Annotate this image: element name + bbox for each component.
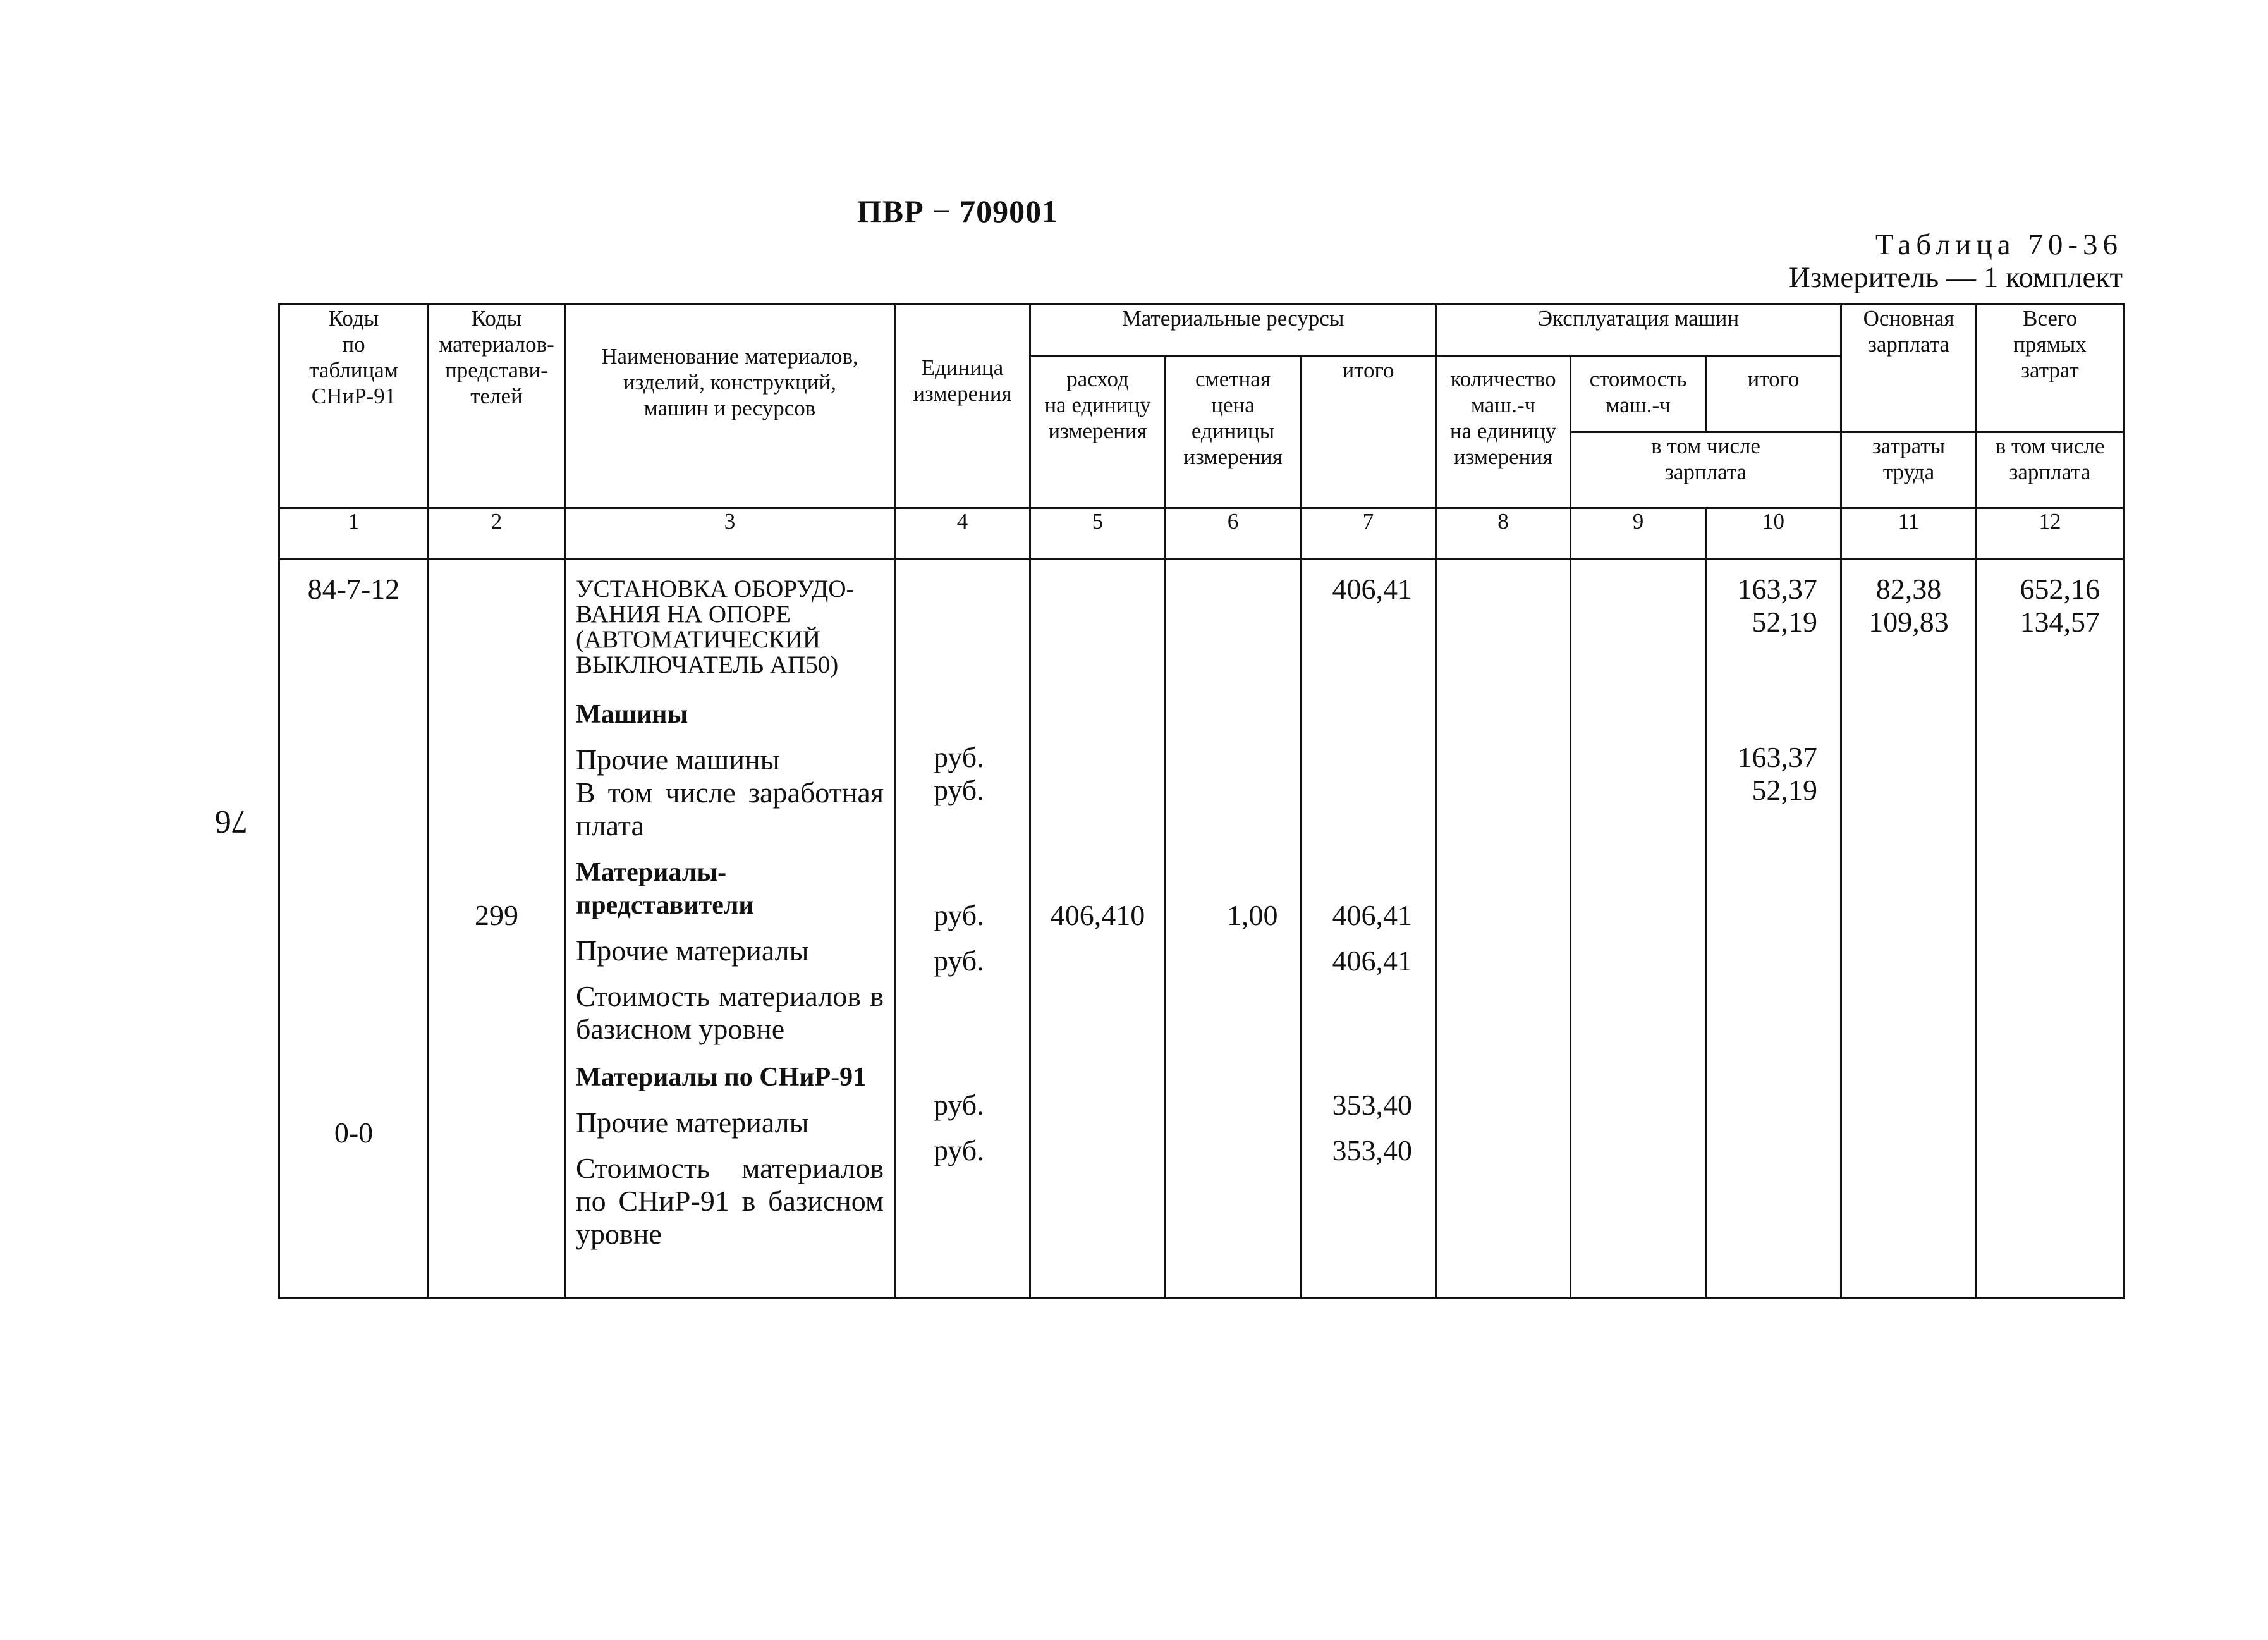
col-names <box>565 560 895 1299</box>
table-label: Таблица 70-36 <box>1875 228 2123 261</box>
header-consumption: расход на единицу измерения <box>1030 357 1166 508</box>
col-codes-rep <box>429 560 565 1299</box>
col-codes-snir <box>279 560 429 1299</box>
col-units: руб. руб. руб. руб. руб. руб. <box>895 560 1030 1299</box>
header-group-machines: Эксплуатация машин <box>1436 305 1841 357</box>
header-unit: Единица измерения <box>895 305 1030 508</box>
header-codes-rep: Коды материалов- представи- телей <box>429 305 565 508</box>
header-wage: Основная зарплата <box>1841 305 1977 432</box>
col-machine-hours <box>1436 560 1571 1299</box>
header-machine-hours: количество маш.-ч на единицу измерения <box>1436 357 1571 508</box>
section-snir: Материалы по СНиР-91 <box>576 1063 867 1092</box>
base-cost-total: 406,41 <box>1332 945 1413 977</box>
header-machines-total: итого <box>1706 357 1841 432</box>
header-row-groups <box>279 305 2124 357</box>
col-wage <box>1841 560 1977 1299</box>
main-machines-total: 163,37 <box>1737 573 1818 605</box>
snir-other-materials-label: Прочие материалы <box>576 1106 809 1139</box>
main-direct: 652,16 <box>2020 573 2100 605</box>
header-labor-costs: затраты труда <box>1841 432 1977 508</box>
cost-table <box>278 303 2125 1299</box>
rep-code: 299 <box>475 899 518 931</box>
header-codes-snir: Коды по таблицам СНиР-91 <box>279 305 429 508</box>
base-cost-label: Стоимость материалов в базисном уровне <box>576 980 884 1045</box>
other-materials-label: Прочие материалы <box>576 934 809 967</box>
rep-total: 406,41 <box>1332 899 1413 931</box>
table-body-row <box>279 560 2124 1299</box>
other-machines-label: Прочие машины <box>576 744 780 776</box>
main-labor: 109,83 <box>1869 606 1949 638</box>
header-machine-hour-cost: стоимость маш.-ч <box>1571 357 1706 432</box>
col-consumption <box>1030 560 1166 1299</box>
header-incl-wage-machines: в том числе зарплата <box>1571 432 1841 508</box>
section-representatives: Материалы-представители <box>576 858 754 920</box>
header-group-materials: Материальные ресурсы <box>1030 305 1436 357</box>
col-machines-total <box>1706 560 1841 1299</box>
column-number-row: 1 2 3 4 5 6 7 8 9 10 11 12 <box>279 508 2124 560</box>
snir-cost-total: 353,40 <box>1332 1134 1413 1166</box>
main-direct-wage: 134,57 <box>2020 606 2100 638</box>
incl-wage-total: 52,19 <box>1752 774 1818 806</box>
col-direct-costs <box>1977 560 2124 1299</box>
page-title: ПВР − 709001 <box>857 193 1059 229</box>
section-machines: Машины <box>576 700 688 729</box>
main-total: 406,41 <box>1332 573 1413 605</box>
snir-total: 353,40 <box>1332 1089 1413 1121</box>
snir-cost-label: Стоимость материалов по СНиР-91 в базисном уровне <box>576 1152 884 1250</box>
header-incl-wage-total: в том числе зарплата <box>1977 432 2124 508</box>
col-machine-hour-cost <box>1571 560 1706 1299</box>
main-code: 84-7-12 <box>307 573 400 605</box>
incl-wage-label: В том числе заработная плата <box>576 776 884 841</box>
rep-price: 1,00 <box>1227 899 1278 931</box>
header-name: Наименование материалов, изделий, конструкций, машин и ресурсов <box>565 305 895 508</box>
other-machines-total: 163,37 <box>1737 741 1818 773</box>
measure-label: Измеритель — 1 комплект <box>1788 261 2123 294</box>
header-price: сметная цена единицы измерения <box>1166 357 1301 508</box>
main-machines-wage: 52,19 <box>1752 606 1818 638</box>
main-wage: 82,38 <box>1875 573 1942 605</box>
header-materials-total: итого <box>1301 357 1436 508</box>
snir-code: 0-0 <box>334 1117 374 1149</box>
page-number: 76 <box>215 804 248 840</box>
header-direct-costs: Всего прямых затрат <box>1977 305 2124 432</box>
main-name: УСТАНОВКА ОБОРУДО- ВАНИЯ НА ОПОРЕ (АВТОМАТИЧЕСКИЙ ВЫКЛЮЧАТЕЛЬ АП50) <box>576 575 855 678</box>
col-price <box>1166 560 1301 1299</box>
col-materials-total <box>1301 560 1436 1299</box>
rep-consumption: 406,410 <box>1050 899 1145 931</box>
